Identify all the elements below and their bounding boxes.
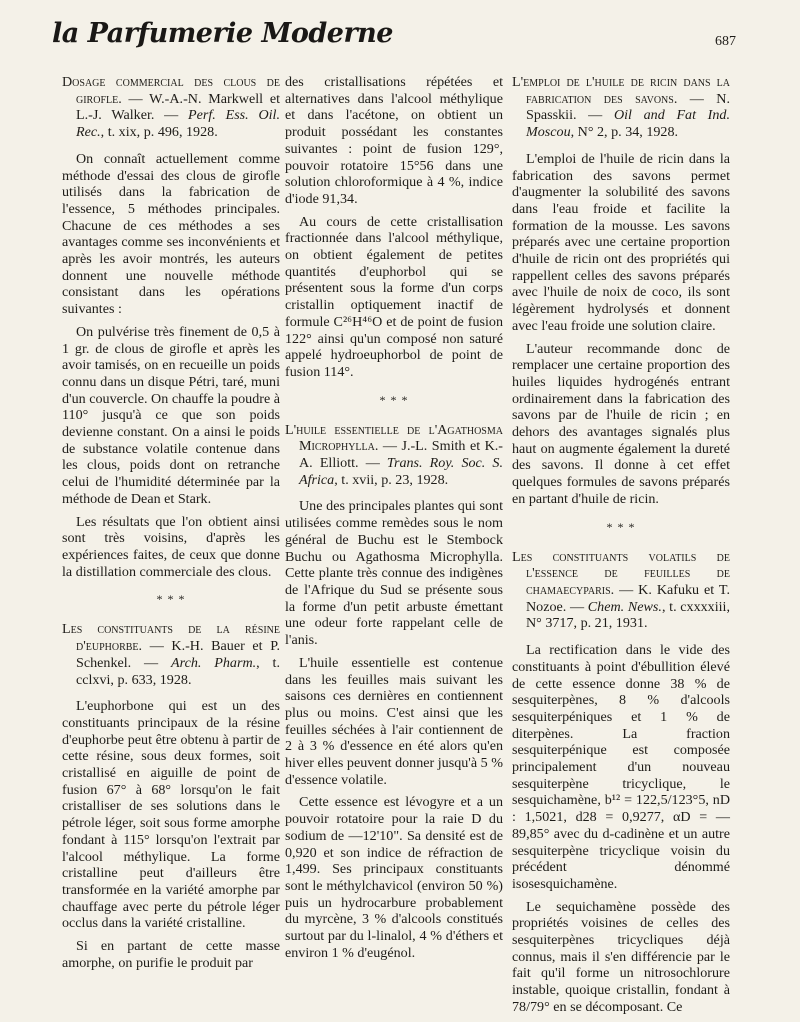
article-source: Perf. Ess. Oil. Rec.: [76, 107, 280, 141]
article-reference: , t. cclxvi, p. 633, 1928.: [76, 654, 280, 688]
paragraph: Au cours de cette cristallisation fractionnée dans l'alcool méthylique, on obtient également de petites quantités d'euphorbol qui se présentent sous la forme d'un corps cristallin optiquement inactif de formule C²⁶H⁴⁶O et de point de fusion 122° ainsi qu'un composé non saturé appelé hydroeuphorbol de point de fusion 114°.: [285, 213, 503, 380]
article-title: Les constituants volatils de l'essence de feuilles de chamaecyparis.: [512, 548, 730, 598]
article-title: Les constituants de la résine d'euphorbe.: [62, 621, 280, 655]
article-heading: [285, 422, 503, 489]
article-source: Trans. Roy. Soc. S. Africa: [299, 455, 503, 488]
column-middle: [285, 74, 503, 967]
article-source: Chem. News.: [587, 598, 662, 615]
article-authors: — K.-H. Bauer et P. Schenkel. —: [76, 638, 280, 671]
journal-masthead: la Parfumerie Moderne: [52, 18, 393, 49]
article-heading: [512, 549, 730, 633]
paragraph: La rectification dans le vide des constituants à point d'ébullition élevé de cette essence donne 38 % de sesquiterpènes, 8 % d'alcools sesquiterpéniques et 1 % de diterpènes. La fraction sesquiterpénique est composée principalement d'un nouveau sesquiterpène tricyclique, le sesquichamène, b¹² = 122,5/123°5, nD : 1,5021, d28 = 0,9277, αD = —89,85° avec du d-cadinène et un autre sesquiterpène tricyclique voisin du précédent dénommé isosesquichamène.: [512, 642, 730, 892]
paragraph: Le sequichamène possède des propriétés voisines de celles des sesquiterpènes tricycliques déjà connus, mais il s'en différencie par le fait qu'il forme un nitrosochlorure instable, quoique cristallin, fondant à 78/79° en se décomposant. Ce: [512, 898, 730, 1015]
paragraph: L'auteur recommande donc de remplacer une certaine proportion des huiles liquides hydrogénés entrant ordinairement dans la fabrication des savons par de l'huile de ricin ; en dehors des avantages signalés plus haut on augmente également la dureté des savons. Il donne à cet effet quelques formules de savons préparés en partant d'huile de ricin.: [512, 340, 730, 507]
paragraph: On pulvérise très finement de 0,5 à 1 gr. de clous de girofle et après les avoir tamisés, on en recueille un poids connu dans un disque Pétri, taré, muni d'un couvercle. On chauffe la poudre à 110° jusqu'à ce que son poids devienne constant. On a ainsi le poids de substance volatile contenue dans les clous, poids dont on retranche celui de l'humidité déterminée par la méthode de Dean et Stark.: [62, 323, 280, 507]
article-authors: — J.-L. Smith et K.-A. Elliott. —: [299, 438, 503, 472]
column-right: [512, 74, 730, 1022]
article-title: L'huile essentielle de l'Agathosma Microphylla.: [285, 421, 503, 455]
article-source: Oil and Fat Ind. Moscou: [526, 107, 730, 141]
article-title: L'emploi de l'huile de ricin dans la fabrication des savons.: [512, 74, 730, 107]
paragraph: L'emploi de l'huile de ricin dans la fabrication des savons permet d'augmenter la solubilité des savons dans l'eau froide et facilite la formation de la mousse. Les savons préparés avec une certaine proportion d'huile de ricin ont des propriétés qui rappellent celles des savons préparés avec l'huile de noix de coco, ils sont légèrement hydrolysés et donnent avec l'eau froide une solution claire.: [512, 150, 730, 334]
paragraph: Une des principales plantes qui sont utilisées comme remèdes sous le nom général de Buchu est le Stembock Buchu ou Agathosma Microphylla. Cette plante très connue des indigènes de l'Afrique du Sud se présente sous la forme d'un petit arbuste émettant une odeur forte rappelant celle de l'anis.: [285, 498, 503, 649]
section-separator: * * *: [606, 519, 636, 534]
section-separator: * * *: [156, 592, 186, 607]
article-reference: , t. xix, p. 496, 1928.: [100, 124, 218, 141]
paragraph: Cette essence est lévogyre et a un pouvoir rotatoire pour la raie D du sodium de —12'10". Sa densité est de 0,920 et son indice de réfraction de 1,499. Ses principaux constituants sont le méthylchavicol (environ 50 %) puis un hydrocarbure probablement du myrcène, 3 % d'alcools constitués surtout par du l-linalol, 4 % d'éthers et environ 1 % d'eugénol.: [285, 794, 503, 961]
article-title: Dosage commercial des clous de girofle.: [62, 74, 280, 107]
paragraph: L'huile essentielle est contenue dans les feuilles mais suivant les saisons ces dernières en contiennent plus ou moins. C'est ainsi que les feuilles séchées à l'air contiennent de 2 à 3 % d'essence en été alors qu'en hiver elles peuvent donner jusqu'à 5 % d'essence volatile.: [285, 654, 503, 788]
article-reference: , t. xvii, p. 23, 1928.: [334, 471, 449, 488]
column-left: [62, 74, 280, 977]
article-authors: — K. Kafuku et T. Nozoe. —: [526, 581, 730, 615]
paragraph: L'euphorbone qui est un des constituants principaux de la résine d'euphorbe peut être obtenu à partir de cette résine, sous deux formes, soit cristallisé en aiguille de point de fusion 67° à 68° lorsqu'on le fait cristalliser de ses solutions dans le pétrole léger, soit sous forme amorphe fondant à 115° lorsqu'on l'extrait par l'alcool méthylique. La forme cristalline peut d'ailleurs être transformée en la variété amorphe par chauffage avec perte du pétrole léger occlus dans la variété cristalline.: [62, 698, 280, 932]
article-authors: — W.-A.-N. Markwell et L.-J. Walker. —: [76, 90, 280, 124]
article-heading: [62, 621, 280, 688]
article-reference: , N° 2, p. 34, 1928.: [570, 124, 679, 141]
article-heading: [62, 74, 280, 141]
paragraph: des cristallisations répétées et alternatives dans l'alcool méthylique et dans l'acétone, on obtient un produit possédant les constantes suivantes : point de fusion 129°, pouvoir rotatoire 15°56 dans une solution chloroformique à 4 %, indice d'iode 91,34.: [285, 74, 503, 207]
page-number: 687: [715, 34, 736, 49]
paragraph: Les résultats que l'on obtient ainsi sont très voisins, d'après les expériences faites, de ceux que donne la distillation commerciale des clous.: [62, 513, 280, 580]
paragraph: Si en partant de cette masse amorphe, on purifie le produit par: [62, 938, 280, 971]
section-separator: * * *: [379, 392, 409, 407]
article-authors: — N. Spasskii. —: [526, 90, 730, 124]
article-reference: , t. cxxxxiii, N° 3717, p. 21, 1931.: [526, 598, 730, 632]
paragraph: On connaît actuellement comme méthode d'essai des clous de girofle utilisés dans la fabrication de l'essence, 5 méthodes principales. Chacune de ces méthodes a ses avantages comme ses inconvénients et après les avoir montrés, les auteurs donnent une nouvelle méthode consistant dans les opérations suivantes :: [62, 150, 280, 318]
article-heading: [512, 74, 730, 141]
article-source: Arch. Pharm.: [171, 654, 257, 671]
